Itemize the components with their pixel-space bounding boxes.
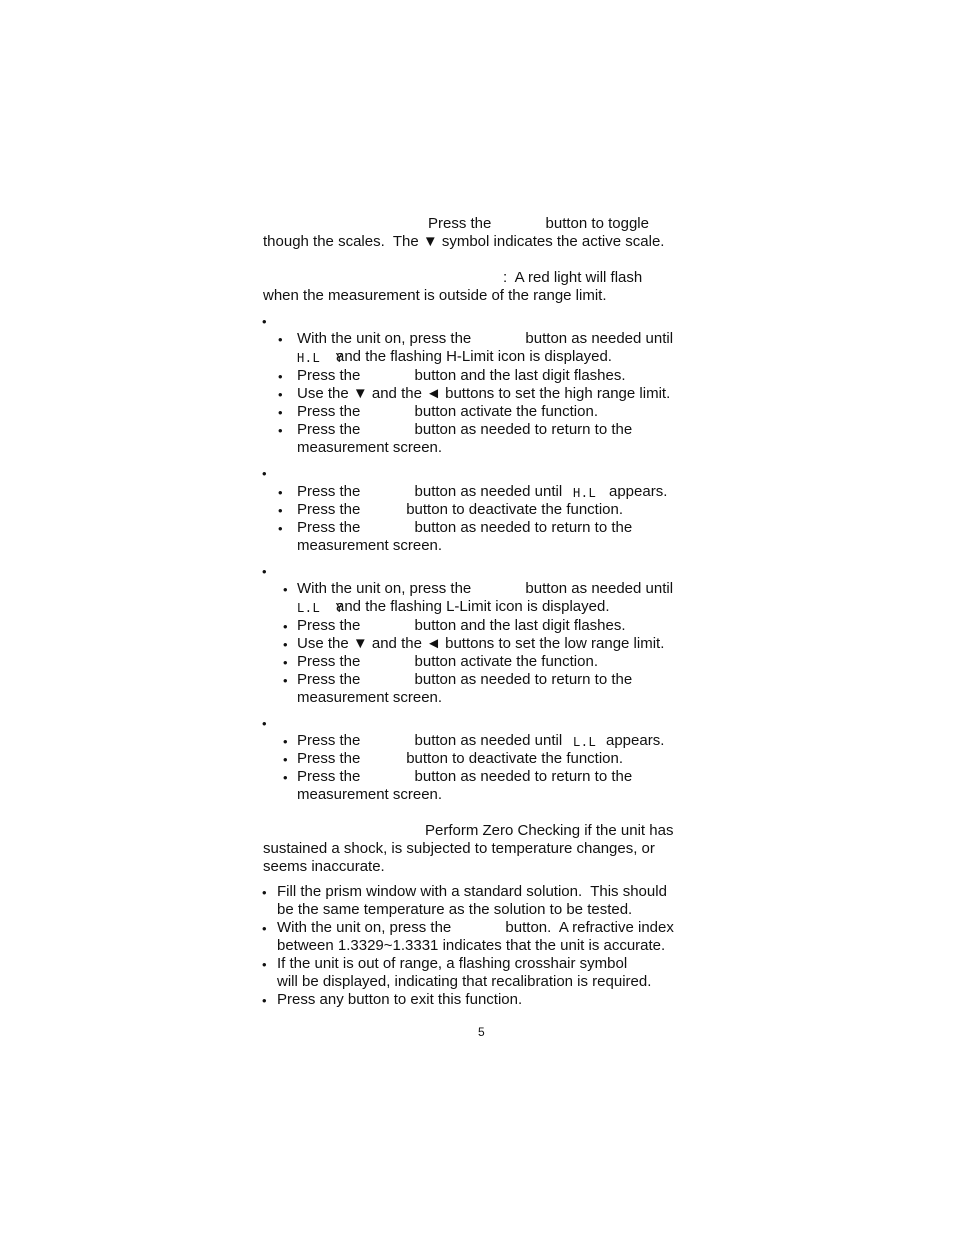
list-bullet: • [283,637,288,652]
high-set-item-3: Use the ▼ and the ◄ buttons to set the high range limit. [297,385,671,402]
low-set-item-4: Press the button activate the function. [297,653,598,670]
high-set-item-5b: measurement screen. [297,439,443,456]
list-bullet: • [262,957,267,972]
low-off-item-2: Press the button to deactivate the function. [297,750,624,767]
list-bullet: • [283,655,288,670]
list-bullet: • [278,332,283,347]
list-bullet: • [262,921,267,936]
high-off-item-2: Press the button to deactivate the function. [297,501,624,518]
section-bullet: • [262,716,267,731]
range-alarm-line-2: when the measurement is outside of the range limit. [263,287,607,304]
list-bullet: • [278,485,283,500]
low-set-item-1b: and the flashing L-Limit icon is displayed. [336,598,610,615]
zero-check-bullet-2a: With the unit on, press the button. A refractive index [277,919,674,936]
zero-check-line-1: Perform Zero Checking if the unit has [425,822,674,839]
lcd-l-limit: L.L [573,735,597,749]
zero-check-bullet-1a: Fill the prism window with a standard solution. This should [277,883,667,900]
list-bullet: • [278,405,283,420]
list-bullet: • [283,752,288,767]
low-set-item-3: Use the ▼ and the ◄ buttons to set the low range limit. [297,635,665,652]
low-set-item-1a: With the unit on, press the button as needed until [297,580,674,597]
scale-toggle-line-1: Press the button to toggle [428,215,649,232]
low-set-item-2: Press the button and the last digit flashes. [297,617,626,634]
high-set-item-1b: and the flashing H-Limit icon is displayed. [336,348,612,365]
range-alarm-line-1: : A red light will flash [503,269,643,286]
low-off-item-1b: appears. [606,732,665,749]
low-off-item-1a: Press the button as needed until [297,732,563,749]
zero-check-bullet-1b: be the same temperature as the solution to be tested. [277,901,633,918]
low-off-item-3b: measurement screen. [297,786,443,803]
list-bullet: • [283,582,288,597]
lcd-l-limit-on: L.L Y [297,601,344,615]
zero-check-bullet-3a: If the unit is out of range, a flashing crosshair symbol [277,955,628,972]
zero-check-bullet-2b: between 1.3329~1.3331 indicates that the unit is accurate. [277,937,666,954]
list-bullet: • [278,369,283,384]
lcd-h-limit-on: H.L Y [297,351,344,365]
zero-check-bullet-3b: will be displayed, indicating that recalibration is required. [277,973,652,990]
list-bullet: • [283,619,288,634]
high-off-item-1a: Press the button as needed until [297,483,563,500]
zero-check-bullet-4: Press any button to exit this function. [277,991,523,1008]
list-bullet: • [283,734,288,749]
section-bullet: • [262,564,267,579]
list-bullet: • [283,770,288,785]
low-set-item-5a: Press the button as needed to return to the [297,671,633,688]
high-off-item-3a: Press the button as needed to return to the [297,519,633,536]
high-set-item-1a: With the unit on, press the button as needed until [297,330,674,347]
section-bullet: • [262,314,267,329]
zero-check-line-3: seems inaccurate. [263,858,385,875]
list-bullet: • [283,673,288,688]
low-set-item-5b: measurement screen. [297,689,443,706]
list-bullet: • [278,387,283,402]
high-set-item-4: Press the button activate the function. [297,403,598,420]
list-bullet: • [262,885,267,900]
high-set-item-5a: Press the button as needed to return to the [297,421,633,438]
list-bullet: • [278,423,283,438]
list-bullet: • [278,503,283,518]
high-off-item-3b: measurement screen. [297,537,443,554]
lcd-h-limit: H.L [573,486,597,500]
list-bullet: • [262,993,267,1008]
low-off-item-3a: Press the button as needed to return to the [297,768,633,785]
zero-check-line-2: sustained a shock, is subjected to temperature changes, or [263,840,655,857]
high-off-item-1b: appears. [609,483,668,500]
page-number: 5 [478,1025,485,1039]
list-bullet: • [278,521,283,536]
high-set-item-2: Press the button and the last digit flashes. [297,367,626,384]
scale-toggle-line-2: though the scales. The ▼ symbol indicates the active scale. [263,233,665,250]
section-bullet: • [262,466,267,481]
